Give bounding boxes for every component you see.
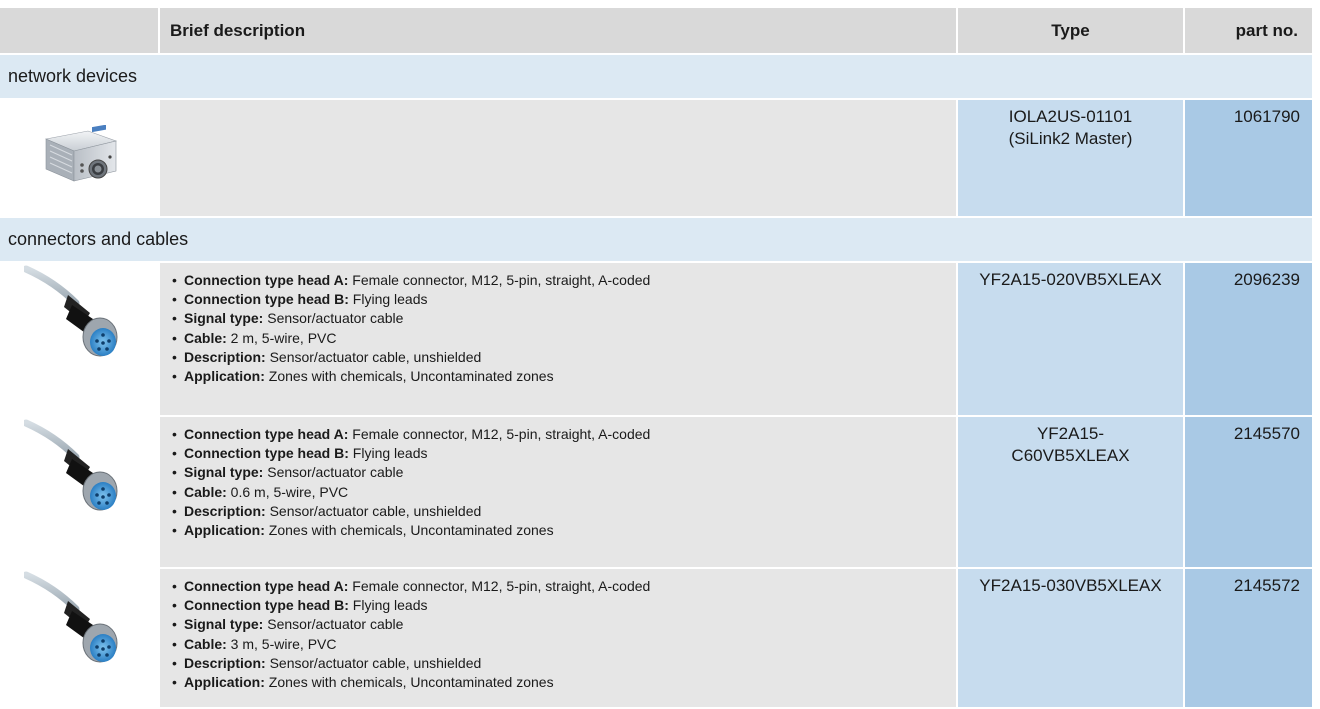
spec-value: Sensor/actuator cable, unshielded — [265, 654, 482, 671]
spec-item — [172, 367, 956, 386]
m12-cable-connector-icon — [24, 569, 134, 679]
header-part-no: part no. — [1183, 8, 1312, 53]
spec-item — [172, 271, 956, 290]
brief-description-cell — [158, 417, 956, 569]
spec-value: Flying leads — [348, 445, 428, 462]
spec-list — [172, 425, 956, 540]
type-cell — [956, 263, 1183, 417]
type-cell — [956, 417, 1183, 569]
group-title-network-devices: network devices — [0, 55, 1312, 98]
spec-item — [172, 290, 956, 309]
type-value: IOLA2US-01101 (SiLink2 Master) — [1008, 107, 1133, 148]
spec-value: Zones with chemicals, Uncontaminated zones — [264, 674, 554, 691]
spec-label: Connection type head A: — [184, 272, 349, 288]
type-cell — [956, 100, 1183, 218]
spec-label: Signal type: — [184, 464, 264, 481]
brief-description-cell — [158, 100, 956, 218]
spec-item — [172, 329, 956, 348]
type-cell — [956, 569, 1183, 709]
spec-value: Zones with chemicals, Uncontaminated zones — [264, 368, 554, 385]
spec-label: Connection type head B: — [184, 291, 349, 308]
spec-label: Description: — [184, 502, 266, 519]
spec-value: 0.6 m, 5-wire, PVC — [226, 483, 349, 500]
spec-label: Application: — [184, 674, 265, 691]
spec-label: Signal type: — [184, 310, 264, 327]
spec-label: Cable: — [184, 635, 227, 652]
spec-item — [172, 502, 956, 521]
part-no-cell — [1183, 417, 1312, 569]
spec-value: Female connector, M12, 5-pin, straight, A-coded — [348, 426, 651, 442]
header-brief-description: Brief description — [158, 8, 956, 53]
m12-cable-connector-icon — [24, 417, 134, 527]
spec-value: Zones with chemicals, Uncontaminated zones — [264, 522, 554, 539]
spec-label: Connection type head B: — [184, 597, 349, 614]
spec-item — [172, 348, 956, 367]
spec-value: Sensor/actuator cable — [263, 616, 404, 633]
product-image-cell — [0, 417, 158, 569]
m12-cable-connector-icon — [24, 263, 134, 373]
table-row — [0, 569, 1312, 709]
product-image — [0, 569, 158, 707]
spec-value: Flying leads — [348, 291, 428, 308]
spec-item — [172, 521, 956, 540]
part-no-value: 2145570 — [1233, 424, 1300, 443]
spec-item — [172, 463, 956, 482]
spec-item — [172, 444, 956, 463]
part-no-cell — [1183, 100, 1312, 218]
spec-label: Cable: — [184, 329, 227, 346]
accessory-table — [0, 8, 1312, 709]
part-no-value: 2096239 — [1233, 270, 1300, 289]
spec-value: 3 m, 5-wire, PVC — [226, 635, 337, 652]
spec-value: 2 m, 5-wire, PVC — [226, 329, 337, 346]
spec-item — [172, 673, 956, 692]
type-value: YF2A15-020VB5XLEAX — [979, 270, 1162, 289]
spec-label: Signal type: — [184, 616, 264, 633]
header-type: Type — [956, 8, 1183, 53]
spec-label: Connection type head A: — [184, 578, 349, 594]
spec-item — [172, 596, 956, 615]
product-image — [0, 417, 158, 567]
spec-label: Application: — [184, 368, 265, 385]
product-image-cell — [0, 263, 158, 417]
part-no-cell — [1183, 263, 1312, 417]
spec-value: Female connector, M12, 5-pin, straight, A-coded — [348, 578, 651, 594]
spec-item — [172, 577, 956, 596]
spec-label: Description: — [184, 654, 266, 671]
part-no-cell — [1183, 569, 1312, 709]
brief-description-cell — [158, 263, 956, 417]
spec-value: Sensor/actuator cable, unshielded — [265, 502, 482, 519]
group-header-row — [0, 218, 1312, 261]
table-row — [0, 263, 1312, 417]
group-title-connectors-and-cables: connectors and cables — [0, 218, 1312, 261]
spec-label: Application: — [184, 522, 265, 539]
io-link-master-device-icon — [36, 125, 122, 191]
spec-value: Sensor/actuator cable — [263, 464, 404, 481]
part-no-value: 1061790 — [1233, 107, 1300, 126]
product-image — [0, 263, 158, 415]
spec-item — [172, 615, 956, 634]
product-image-cell — [0, 569, 158, 709]
spec-value: Sensor/actuator cable — [263, 310, 404, 327]
table-row — [0, 100, 1312, 218]
spec-value: Flying leads — [348, 597, 428, 614]
spec-item — [172, 425, 956, 444]
type-value: YF2A15-030VB5XLEAX — [979, 576, 1162, 595]
spec-item — [172, 483, 956, 502]
spec-value: Sensor/actuator cable, unshielded — [265, 348, 482, 365]
table-header-row — [0, 8, 1312, 53]
spec-list — [172, 577, 956, 692]
part-no-value: 2145572 — [1233, 576, 1300, 595]
spec-item — [172, 635, 956, 654]
type-value: YF2A15-C60VB5XLEAX — [1011, 424, 1130, 465]
spec-list — [172, 271, 956, 386]
spec-label: Description: — [184, 348, 266, 365]
spec-value: Female connector, M12, 5-pin, straight, A-coded — [348, 272, 651, 288]
spec-label: Cable: — [184, 483, 227, 500]
product-image-cell — [0, 100, 158, 218]
spec-label: Connection type head A: — [184, 426, 349, 442]
product-image — [0, 100, 158, 216]
table-row — [0, 417, 1312, 569]
header-image-column — [0, 8, 158, 53]
group-header-row — [0, 55, 1312, 98]
brief-description-cell — [158, 569, 956, 709]
spec-label: Connection type head B: — [184, 445, 349, 462]
spec-item — [172, 309, 956, 328]
spec-item — [172, 654, 956, 673]
